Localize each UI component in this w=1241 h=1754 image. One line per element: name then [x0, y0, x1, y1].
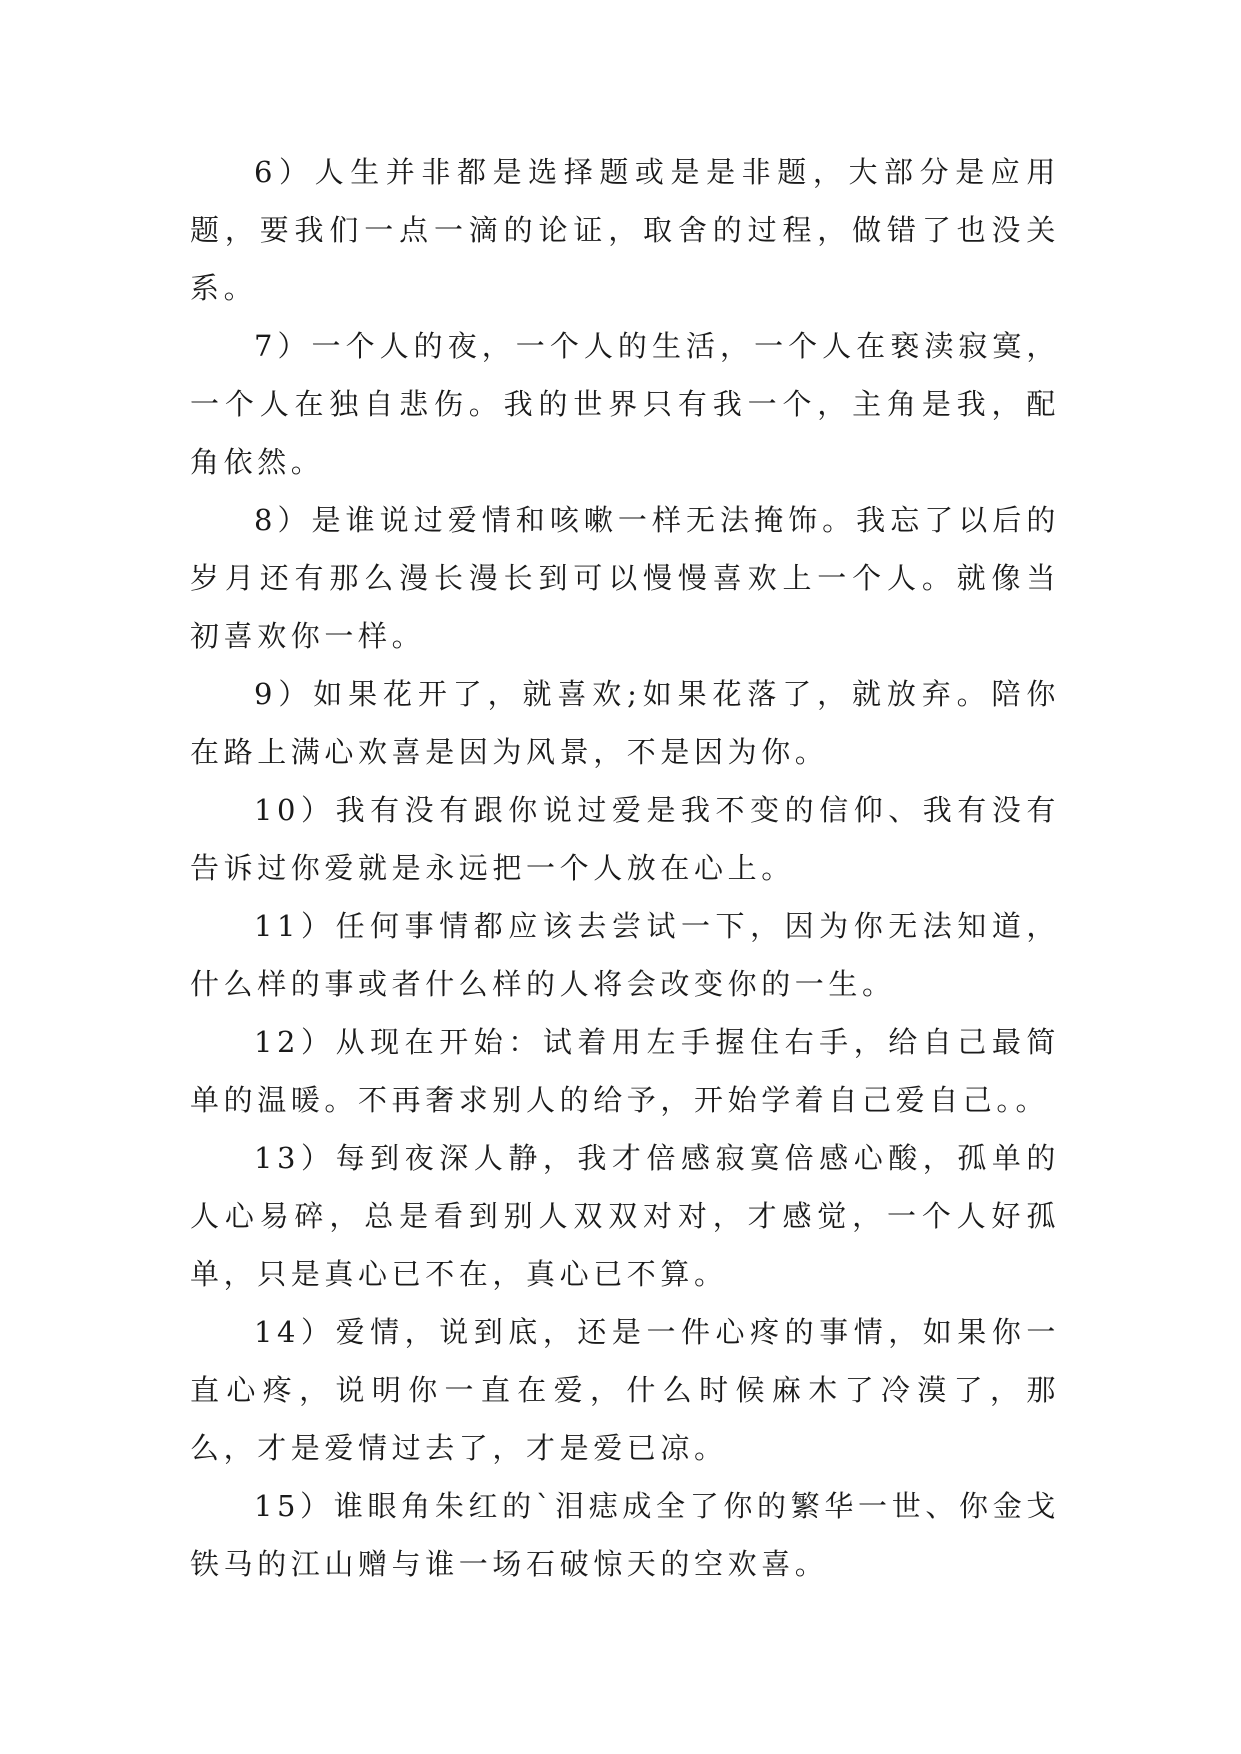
paragraph-6: 6）人生并非都是选择题或是是非题，大部分是应用题，要我们一点一滴的论证，取舍的过程，做错了也没关系。 — [190, 155, 1060, 305]
paragraph-12: 12）从现在开始：试着用左手握住右手，给自己最简单的温暖。不再奢求别人的给予，开始学着自己爱自己。。 — [190, 1025, 1060, 1117]
paragraph-11: 11）任何事情都应该去尝试一下，因为你无法知道，什么样的事或者什么样的人将会改变你的一生。 — [190, 909, 1060, 1001]
paragraph-15: 15）谁眼角朱红的`泪痣成全了你的繁华一世、你金戈铁马的江山赠与谁一场石破惊天的空欢喜。 — [190, 1489, 1060, 1581]
paragraph-9: 9）如果花开了，就喜欢;如果花落了，就放弃。陪你在路上满心欢喜是因为风景，不是因为你。 — [190, 677, 1060, 769]
paragraph-14: 14）爱情，说到底，还是一件心疼的事情，如果你一直心疼，说明你一直在爱，什么时候麻木了冷漠了，那么，才是爱情过去了，才是爱已凉。 — [190, 1315, 1060, 1465]
document-body — [190, 143, 1060, 1593]
paragraph-8: 8）是谁说过爱情和咳嗽一样无法掩饰。我忘了以后的岁月还有那么漫长漫长到可以慢慢喜欢上一个人。就像当初喜欢你一样。 — [190, 503, 1060, 653]
paragraph-13: 13）每到夜深人静，我才倍感寂寞倍感心酸，孤单的人心易碎，总是看到别人双双对对，才感觉，一个人好孤单，只是真心已不在，真心已不算。 — [190, 1141, 1060, 1291]
paragraph-10: 10）我有没有跟你说过爱是我不变的信仰、我有没有告诉过你爱就是永远把一个人放在心上。 — [190, 793, 1060, 885]
paragraph-7: 7）一个人的夜，一个人的生活，一个人在亵渎寂寞，一个人在独自悲伤。我的世界只有我一个，主角是我，配角依然。 — [190, 329, 1060, 479]
